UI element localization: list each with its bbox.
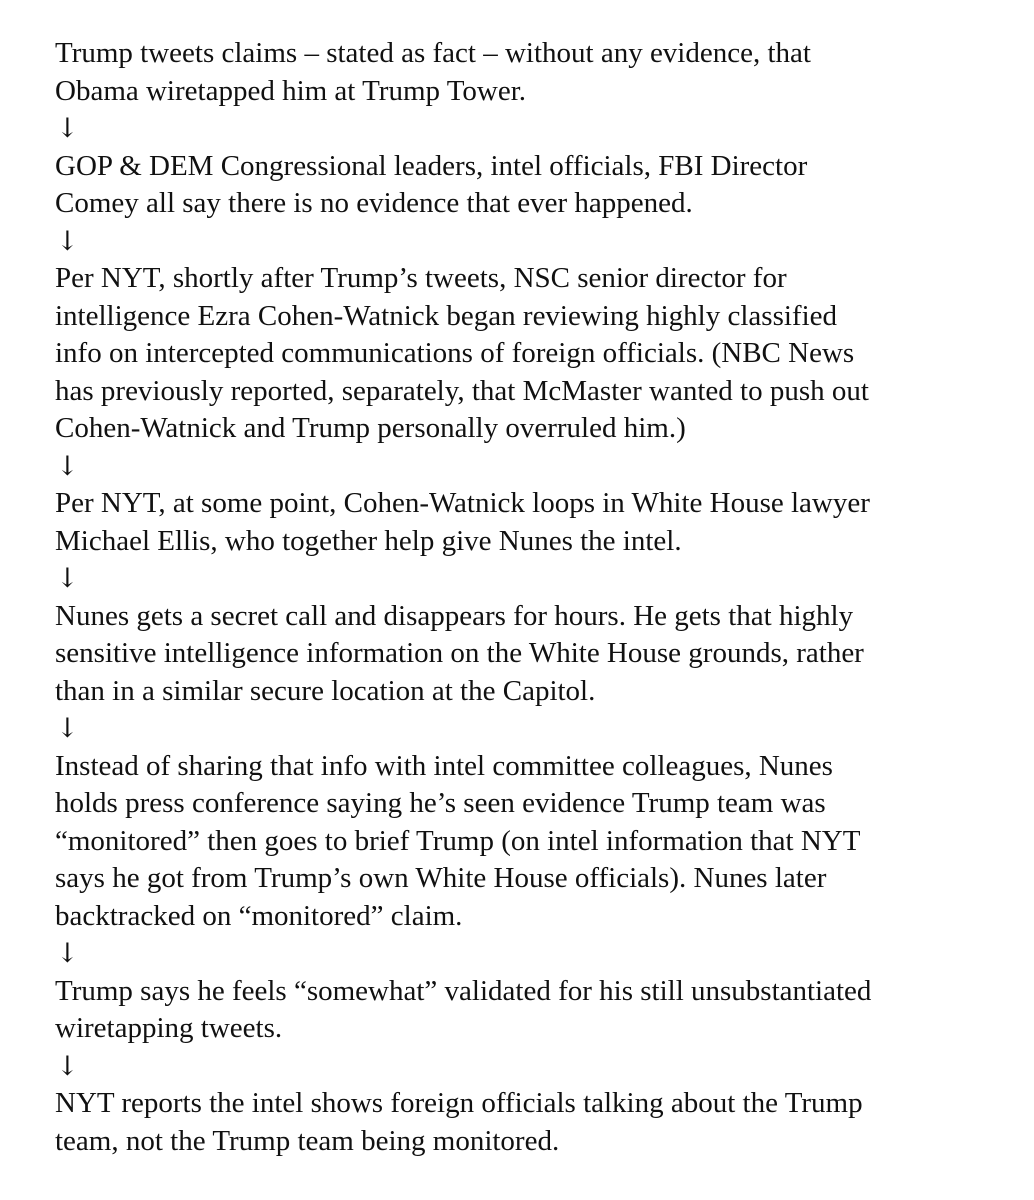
text-line: than in a similar secure location at the Capitol. [55,674,596,707]
paragraph-1 [55,35,995,110]
text-line: Comey all say there is no evidence that ever happened. [55,187,693,219]
paragraph-8 [55,1085,995,1160]
text-line: Per NYT, shortly after Trump’s tweets, NSC senior director for [55,262,787,294]
text-line: sensitive intelligence information on the White House grounds, rather [55,637,864,669]
text-line: holds press conference saying he’s seen evidence Trump team was [55,787,826,819]
text-line: info on intercepted communications of foreign officials. (NBC News [55,337,855,369]
down-arrow-icon: ↓ [56,113,79,144]
text-line: NYT reports the intel shows foreign officials talking about the Trump [55,1087,863,1119]
text-line: Obama wiretapped him at Trump Tower. [55,74,527,107]
text-line: Michael Ellis, who together help give Nunes the intel. [55,524,682,557]
text-line: Cohen-Watnick and Trump personally overruled him.) [55,412,686,444]
text-line: backtracked on “monitored” claim. [55,899,463,932]
text-line: Instead of sharing that info with intel committee colleagues, Nunes [55,749,833,782]
down-arrow-icon: ↓ [56,938,79,969]
text-line: Nunes gets a secret call and disappears for hours. He gets that highly [55,599,854,632]
text-line: Trump says he feels “somewhat” validated for his still unsubstantiated [55,974,872,1007]
text-line: GOP & DEM Congressional leaders, intel officials, FBI Director [55,149,808,182]
down-arrow-icon: ↓ [56,450,79,482]
text-line: team, not the Trump team being monitored. [55,1124,560,1157]
text-line: has previously reported, separately, that McMaster wanted to push out [55,374,869,407]
paragraph-7 [55,973,995,1048]
text-line: Trump tweets claims – stated as fact – without any evidence, that [55,37,811,69]
paragraph-5 [55,598,995,711]
down-arrow-icon: ↓ [56,713,79,744]
text-line: says he got from Trump’s own White House officials). Nunes later [55,862,827,894]
timeline-document [55,35,995,1160]
down-arrow-icon: ↓ [56,563,79,594]
text-line: wiretapping tweets. [55,1012,283,1044]
paragraph-6 [55,748,995,936]
text-line: Per NYT, at some point, Cohen-Watnick loops in White House lawyer [55,487,870,519]
down-arrow-icon: ↓ [56,1050,79,1082]
paragraph-3 [55,260,995,448]
paragraph-2 [55,148,995,223]
text-line: intelligence Ezra Cohen-Watnick began reviewing highly classified [55,299,837,332]
down-arrow-icon: ↓ [56,225,79,257]
text-line: “monitored” then goes to brief Trump (on intel information that NYT [55,824,861,857]
paragraph-4 [55,485,995,560]
